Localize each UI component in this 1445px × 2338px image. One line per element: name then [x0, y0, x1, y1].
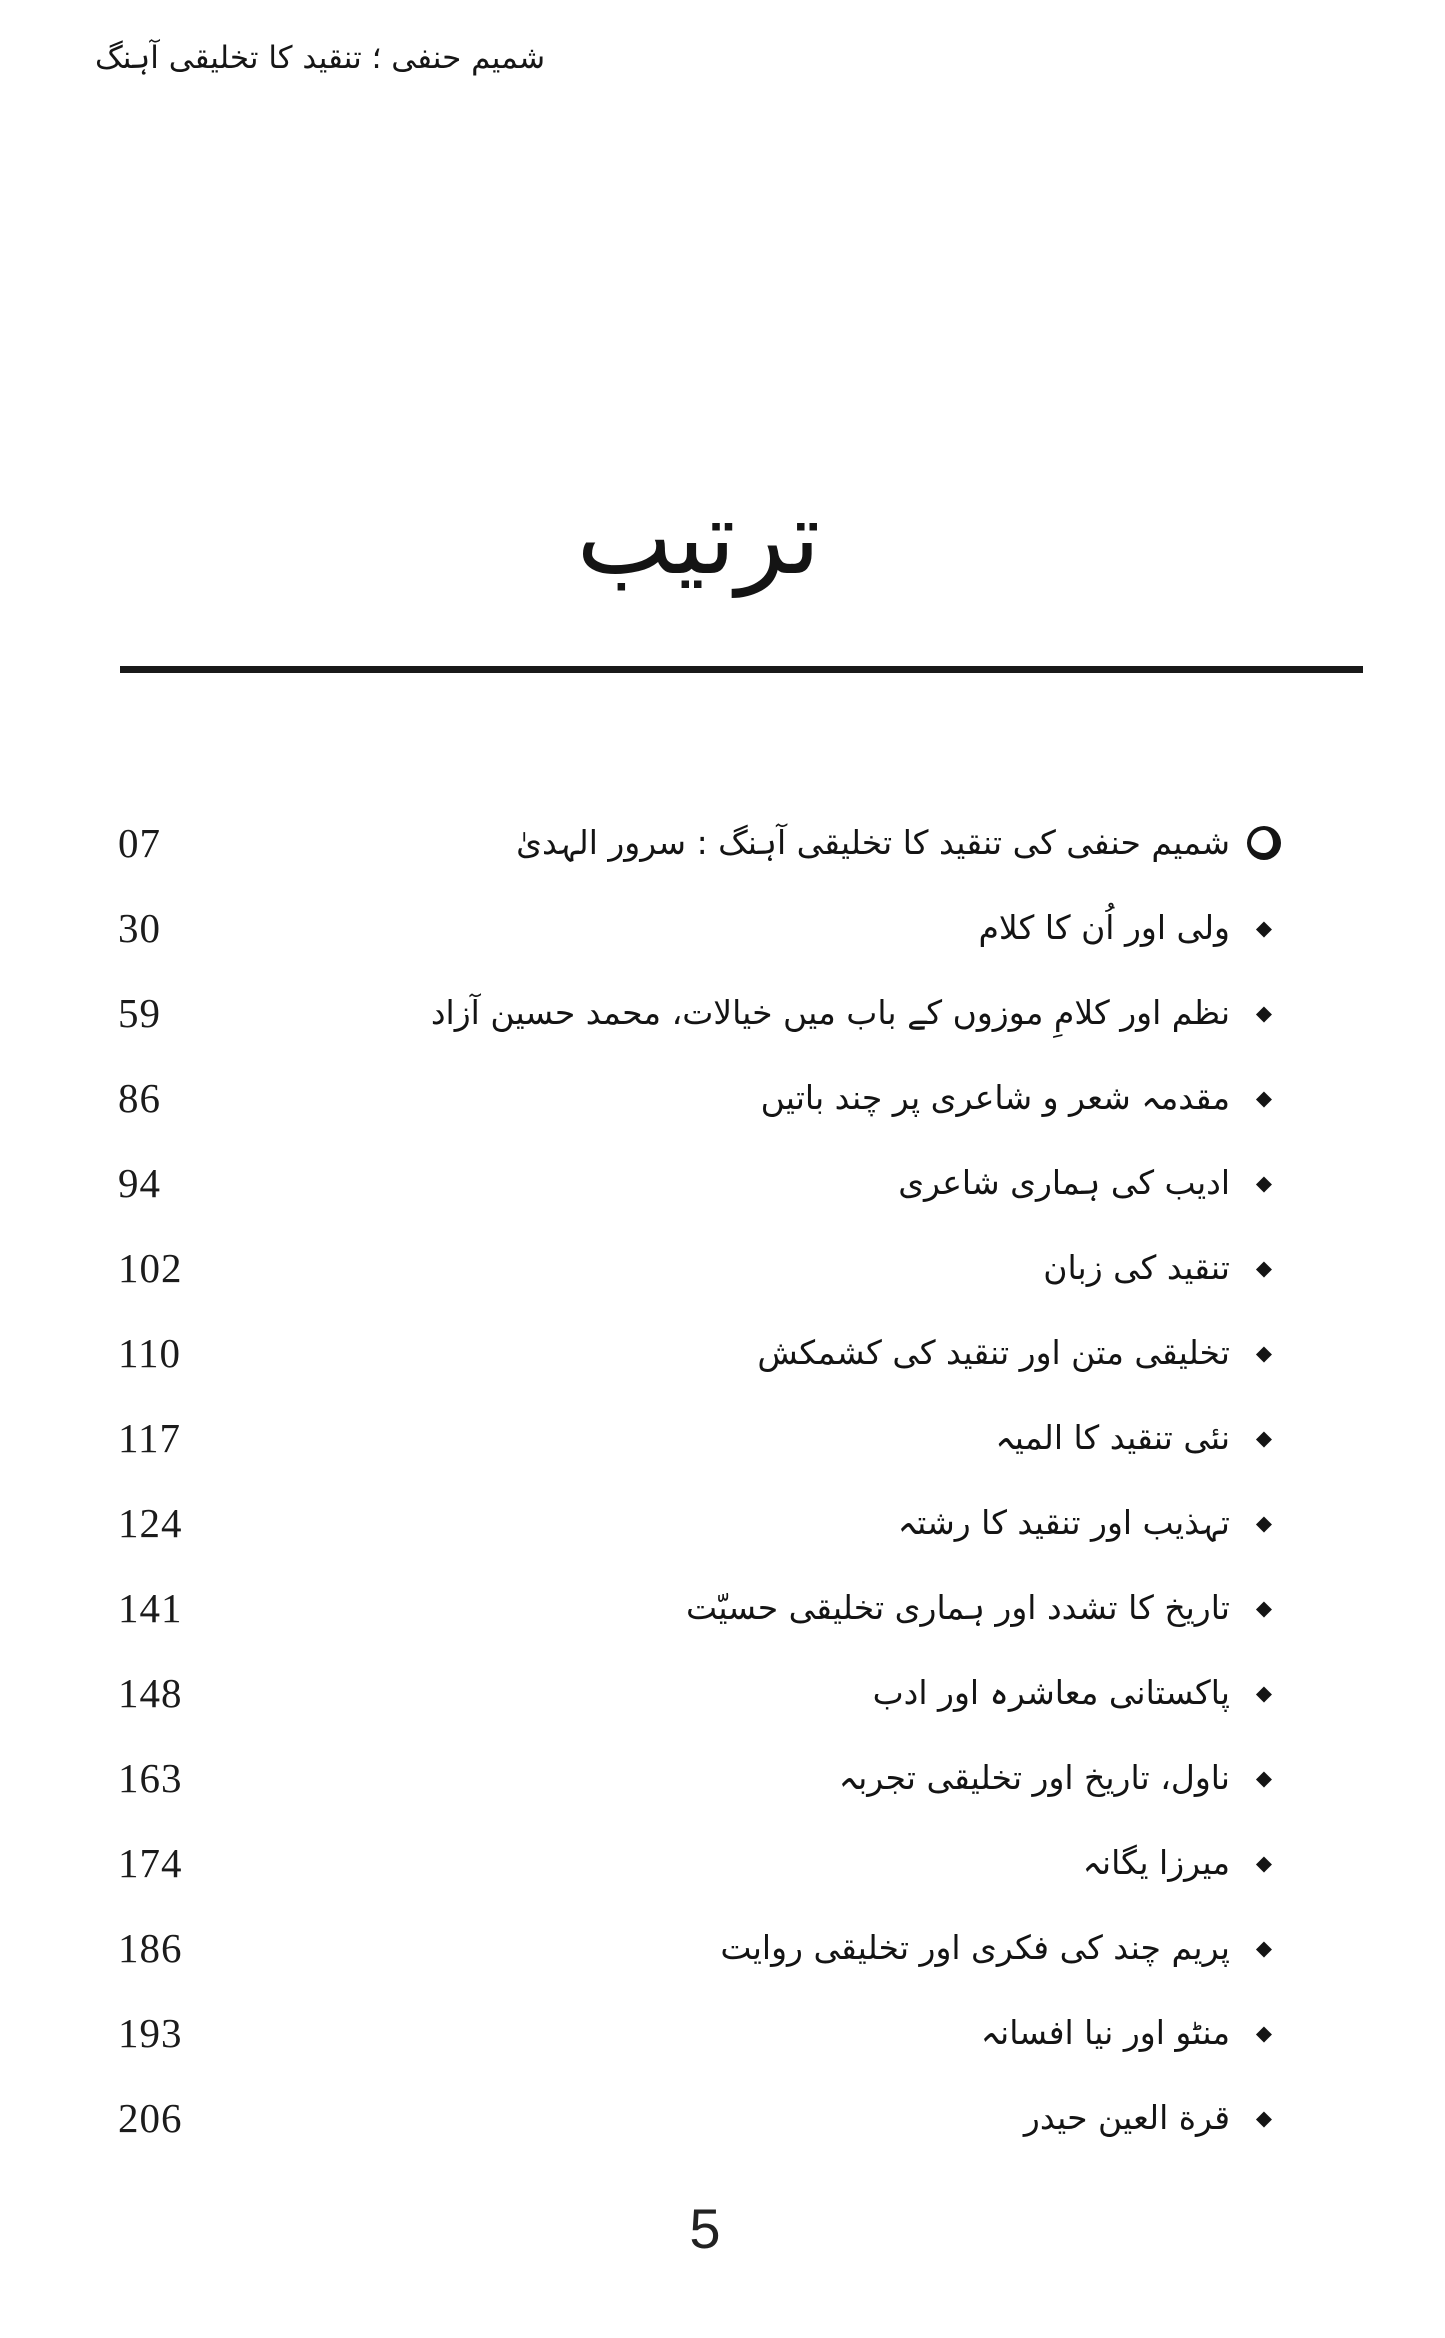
- toc-entry-title: تاریخ کا تشدد اور ہماری تخلیقی حسیّت: [685, 1587, 1230, 1627]
- folio-page-number: 5: [689, 2197, 721, 2260]
- toc-entry-title: شمیم حنفی کی تنقید کا تخلیقی آہنگ : سرور الہدیٰ: [516, 822, 1230, 862]
- diamond-bullet-icon: ◆: [1255, 2105, 1273, 2130]
- toc-row: [118, 1735, 1288, 1820]
- toc-page-number: 59: [118, 989, 161, 1036]
- toc-row: [118, 1395, 1288, 1480]
- toc-page-number: 206: [118, 2094, 183, 2141]
- toc-row: [118, 1565, 1288, 1650]
- diamond-bullet-icon: ◆: [1255, 915, 1273, 940]
- toc-entry-title: منٹو اور نیا افسانہ: [980, 2012, 1230, 2052]
- title-divider: [120, 666, 1363, 673]
- toc-entry-title: میرزا یگانہ: [1082, 1842, 1230, 1882]
- toc-page-number: 102: [118, 1244, 183, 1291]
- toc-row: [118, 1650, 1288, 1735]
- diamond-bullet-icon: ◆: [1255, 1680, 1273, 1705]
- toc-entry-title: مقدمہ شعر و شاعری پر چند باتیں: [760, 1077, 1230, 1117]
- toc-entry-title: قرة العین حیدر: [1023, 2097, 1230, 2137]
- toc-entry-title: ادیب کی ہماری شاعری: [898, 1162, 1230, 1202]
- diamond-bullet-icon: ◆: [1255, 1850, 1273, 1875]
- toc-page-number: 193: [118, 2009, 183, 2056]
- toc-page-number: 86: [118, 1074, 161, 1121]
- toc-row: [118, 1820, 1288, 1905]
- toc-page-number: 110: [118, 1329, 181, 1376]
- diamond-bullet-icon: ◆: [1255, 1000, 1273, 1025]
- toc-page-number: 30: [118, 904, 161, 951]
- toc-row: [118, 2075, 1288, 2160]
- toc-entry-title: پاکستانی معاشرہ اور ادب: [872, 1672, 1230, 1712]
- toc-entry-title: تہذیب اور تنقید کا رشتہ: [897, 1502, 1230, 1542]
- toc-row: [118, 1140, 1288, 1225]
- toc-page-number: 117: [118, 1414, 181, 1461]
- toc-page-number: 94: [118, 1159, 161, 1206]
- circle-ring-shape: [1247, 826, 1281, 860]
- toc-entry-title: نئی تنقید کا المیہ: [995, 1417, 1230, 1457]
- diamond-bullet-icon: ◆: [1255, 1425, 1273, 1450]
- toc-entry-title: ناول، تاریخ اور تخلیقی تجربہ: [838, 1757, 1230, 1797]
- toc-entry-title: نظم اور کلامِ موزوں کے باب میں خیالات، محمد حسین آزاد: [430, 992, 1230, 1032]
- toc-entry-title: تخلیقی متن اور تنقید کی کشمکش: [757, 1332, 1230, 1372]
- toc-entry-title: ولی اور اُن کا کلام: [978, 907, 1230, 947]
- toc-row: [118, 1225, 1288, 1310]
- diamond-bullet-icon: ◆: [1255, 2020, 1273, 2045]
- toc-row: [118, 1905, 1288, 1990]
- toc-page-number: 141: [118, 1584, 183, 1631]
- running-header: شمیم حنفی ؛ تنقید کا تخلیقی آہنگ: [95, 40, 546, 76]
- toc-page-number: 163: [118, 1754, 183, 1801]
- page-title: ترتیب: [576, 479, 821, 598]
- toc-row: [118, 1310, 1288, 1395]
- diamond-bullet-icon: ◆: [1255, 1935, 1273, 1960]
- toc-page-number: 186: [118, 1924, 183, 1971]
- diamond-bullet-icon: ◆: [1255, 1255, 1273, 1280]
- toc-page-number: 174: [118, 1839, 183, 1886]
- toc-page-number: 124: [118, 1499, 183, 1546]
- toc-row: [118, 885, 1288, 970]
- toc-row: [118, 970, 1288, 1055]
- diamond-bullet-icon: ◆: [1255, 1765, 1273, 1790]
- toc-page-number: 148: [118, 1669, 183, 1716]
- toc-row: [118, 1055, 1288, 1140]
- toc-page-number: 07: [118, 819, 161, 866]
- diamond-bullet-icon: ◆: [1255, 1340, 1273, 1365]
- diamond-bullet-icon: ◆: [1255, 1595, 1273, 1620]
- toc-row: [118, 1480, 1288, 1565]
- toc-entry-title: پریم چند کی فکری اور تخلیقی روایت: [720, 1927, 1230, 1967]
- toc-row: [118, 800, 1288, 885]
- toc-list: [118, 800, 1288, 2160]
- toc-entry-title: تنقید کی زبان: [1043, 1247, 1230, 1287]
- diamond-bullet-icon: ◆: [1255, 1510, 1273, 1535]
- circle-bullet-icon: [1240, 826, 1288, 860]
- diamond-bullet-icon: ◆: [1255, 1085, 1273, 1110]
- diamond-bullet-icon: ◆: [1255, 1170, 1273, 1195]
- toc-row: [118, 1990, 1288, 2075]
